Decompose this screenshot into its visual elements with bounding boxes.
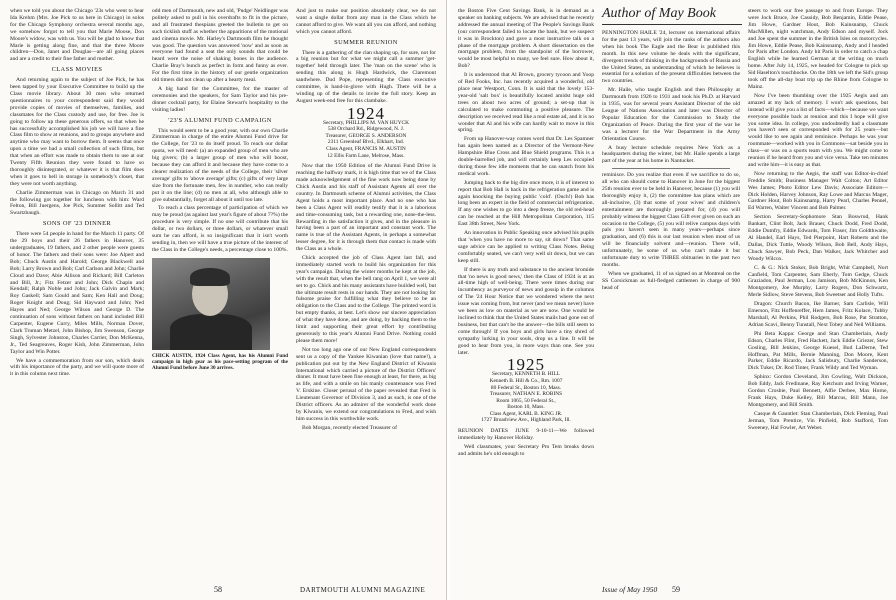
- treasurer-address-1925: Room 1065, 50 Federal St.,: [496, 397, 556, 404]
- treasurer-1925: Treasurer, NATHAN E. ROBINS: [489, 391, 563, 398]
- left-column-3: [296, 8, 436, 574]
- fund-drive-paragraph: Now that the 1950 Edition of the Alumni Fund Drive is reaching the halfway mark, it is high time that we of the Class made acknowledgement of the fine work now being done by Chick Austin and his staff of Assistant Agents all over the country. In Dartmouth scheme of Alumni activities, the Class Agent holds a most important place. And no one who has been a Class Agent will readily testify that it is a laborious and time-consuming task, but a rewarding one, none-the-less. Rewarding in the satisfaction it gives, and in the pleasure in having been a part of an important and constant work. The name is true of the Assistant Agents, in perhaps a somewhat lesser degree, for it is through them that contact is made with the Class as a whole.: [296, 163, 436, 253]
- sons-dinner-heading: SONS OF '23 DINNER: [42, 220, 112, 228]
- photo-suit: [170, 314, 252, 350]
- secretary-address2-1925: 80 Federal St., Boston 10, Mass.: [490, 384, 562, 391]
- page-number-left: 58: [214, 585, 222, 594]
- page-number-right: 59: [672, 585, 680, 594]
- right-column-2: [602, 30, 740, 574]
- secretary-address-1924: 538 Orchard Rd., Ridgewood, N. J.: [327, 126, 405, 133]
- dinner-paragraph: odd men of Dartmouth, new and old, 'Pudge' Neidlinger was politely asked to pull in his overdrafts to fit in the picture, and all frustrated thespians greeted the bulletin to get on such ticklish stuff as whether the apparitions of the motional and cinema movie. Mr. Harley's Dartmouth film he thought was good. The question was answered 'now' and as soon as everyone had found a seat the only sounds that could be heard were the noise of shaking bones in the audience. Charlie Bray's bunch as perfect in form and funny as ever. For the first time in the history of our gentle organization old timers did not clean up after a hearty meal.: [152, 8, 288, 84]
- agent-address-1924: 12 Ellis Farm Lane, Melrose, Mass.: [327, 152, 405, 159]
- section-divider: [612, 168, 730, 169]
- magazine-name: DARTMOUTH ALUMNI MAGAZINE: [300, 586, 426, 594]
- aegis-paragraph: Now I've been thumbing over the 1925 Aegis and am amazed at my lack of memory. I won't ask questions, but instead will give you a list of facts—which—because we want everyone possible back at reunion and this I hope will give you some idea. In college, you undoubtedly had a classmate you haven't seen or corresponded with for 25 years—but would like to see again and reminisce. Perhaps he was your roommate—worked with you in Commons—sat beside you in class—or was on a sports team with you. We might come to reunion if he heard from you and vice versa. Take ten minutes and write him—it is easy as that.: [748, 92, 888, 168]
- summer-reunion-heading: SUMMER REUNION: [334, 38, 398, 46]
- public-speaking-paragraph: An innovation in Public Speaking once advised his pupils that 'when you have no more to say, sit down!' That same sage advice can be applied to writing Class Notes. Being comfortably seated, we can't very well sit down, but we can keep still.: [458, 230, 594, 264]
- treasurer-address-1924: 2311 Greenleaf Blvd., Elkhart, Ind.: [327, 139, 405, 146]
- alumni-fund-heading: '23'S ALUMNI FUND CAMPAIGN: [168, 116, 272, 124]
- thanks-paragraph: A big hand for the Committee, for the master of ceremonies and the speakers, for Sam Taylor and his pre-dinner cocktail party, for Elaine Stewart's hospitality to the visiting ladies!: [152, 85, 288, 113]
- treasurer-1924: Treasurer, GEORGE S. ANDERSON: [325, 132, 407, 139]
- sons-dinner-paragraph: There were 54 people in hand for the March 11 party. Of the 29 boys and their 26 fathers in Hanover, 35 undergraduates, 19 fathers, and 2 other people were guests of honor. The fathers and their sons were: Joe Alpert and Bob; Chuck Austin and Harold; George Blackwell and Bob; Larry Brown and Bob; Carl Carlson and John; Charlie Cloud and Dave; Abie Allison and Richard; Bill Carleton and Bill, Jr.; Fitz Fetzer and John; Dick Chapin and Kendall; Ralph Noble and John; Jack Galvin and Mark; Roy Gaskell; Sam Gould and Sam; Ken Hall and Doug; Roger Knight and Doug; Sid Hayward and John; Ned Hayes and Ned; George Wilson and George D. The continuation of sons without fathers on hand included Bill Carpenter, Eugene Curry, Miles Mills, Norman Dover, Clark Truman Metzel, John Bishop, Jim Swenson, George Singh, Sylvester Johnston, Charles Carrier, Don McKenna, Jr., Ted Seagreaves, Roger Kish, John Zimmerman, John Taylor and Win Potter.: [10, 231, 144, 355]
- class-year-1925: 1925: [507, 355, 545, 375]
- summer-reunion-paragraph: There is a gathering of the clan shaping up, for sure, not for a big reunion but for what we might call a summer 'get-together' held through later. The 'man on the scene' who is sending this along is Hugh Hardwick, the Claremont sandwhere. Dud Pope, representing the Class executive committee, is hand-in-glove with Hugh. There will be a winding up of the details to invite the full story. Keep an August week-end free for this clambake.: [296, 49, 436, 104]
- sphinx-paragraph: Sphinx: Gordon Cleveland, Jim Cowling, Walt Dickson, Bob Eddy, Jack Fredinane, Ray Ketchum and Irving Warner, Gordon Crosbie, Paul Bennett, Alfie Derbee, Max Horne, Frank Hays, Duke Kelley, Bill Marcus, Bill Mann, Joe Montgomery, and Bill Smith.: [748, 374, 888, 408]
- europe-trip-paragraph: steers to work our free passage to and from Europe. They were Jock Bruce, Joe Cassidy, Bob Benjamin, Eddie Pease, Jim Howe, Gardner Hout, Bob Kainsnamp, Chuck MacMillen, night watchman, Andy Edson and myself. Jock and Joe spent the summer in the British Isles on motorcycles. Jim Howe, Eddie Pease, Bob Kainsnamp, Andy and I headed for Paris after London. Andy hit Paris in order to catch a chap English while he learned German at the writing on much home. After July 14, 1925, we headed for Cologne to pick up Sid Haselton's touchhocke. On the 18th we left the Sid's group took off the all-day boat trip up the Rhine from Cologne to Mainz.: [748, 8, 888, 90]
- left-column-2: [152, 8, 288, 574]
- secretary-1924: Secretary, PHILLIPS M. VAN HUYCK: [323, 119, 409, 126]
- treasurer-address2-1925: Boston 10, Mass.: [507, 404, 545, 411]
- alumni-fund-paragraph: This would seem to be a good year, with our own Charlie Zimmerman in charge of the entire Alumni Fund drive for the College, for '23 to do itself proud. To reach our dollar quota, we will need: (a) an expanded group of men who are big givers; (b) a larger group of men who will boost, because they can afford it and because they have come to a clearer realization of the needs of the College, their 'silver average' gifts to 'above average' gifts; (c) gifts of very large size from the fortunate men, few in number, who can really put it on the line; (d) no men at all, who although able to give substantially, forget all about it until too late.: [152, 127, 288, 203]
- agent-1925: Class Agent, KARL B. KING JR.: [489, 410, 563, 417]
- class-officers-1925: [458, 371, 594, 424]
- spamner-paragraph: From up Hanover-way comes word that Dr. Les Spamner has again been named as a Director of the Vermont-New Hampshire Blue Cross and Blue Shield programs. This is a double-barrelled job, and will certainly keep Les occupied during those few idle moments that he can snatch from his medical work.: [458, 136, 594, 177]
- issue-date: Issue of May 1950: [602, 585, 658, 594]
- haile-career-paragraph: Mr. Haile, who taught English and then Philosophy at Dartmouth from 1926 to 1931 and took his Ph.D. at Harvard in 1935, was for several years Assistant Director of the old League of Nations Association and later was Director of Popular Education for the Commission to Study the Organization of Peace. During the first year of the war he was a lecturer for the War Department in the Army Orientation Course.: [602, 87, 740, 142]
- left-column-1: [10, 8, 144, 574]
- fund-hope-paragraph: We have a commemoration from our son, which deals with his importance of the party, and we will quote more of it in this column next time.: [10, 357, 144, 378]
- reunion-dates: REUNION DATES JUNE 9-10-11—We followed immediately by Hanover Holiday.: [458, 428, 594, 441]
- author-headline: Author of May Book: [602, 6, 716, 21]
- right-page: [450, 0, 896, 600]
- right-column-1: [458, 8, 594, 574]
- cg-paragraph: C. & G.: Nick Stoker, Bob Bright, Whit Campbell, Nort Canfield, Tom Carpenter, Sam Eberly, Tom Gedge, Chuck Graziadon, Paul Jerman, Lou Jamison, Bob McKinnon, Ken Montgomery, Joe Murphy, Larry Rogers, Don Schwartz, Merle Sidlow, Steve Stevens, Bob Sweetser and Holly Tufts.: [748, 264, 888, 299]
- casque-gauntlet-paragraph: Casque & Gauntlet: Stan Chamberlain, Dick Fleming, Paul Jerman, Tom Prentice, Vin Pinfield, Bob Stafford, Tom Sweeney, Hal Fowler, Art Weber.: [748, 410, 888, 431]
- secretary-address-1925: Kenneth B. Hill & Co., Rm. 1007: [489, 377, 563, 384]
- position-paragraph: And just to make our position absolutely clear, we do not want a single dollar from any man in the Class which he cannot afford to give. We want all you can afford, and nothing which you cannot afford.: [296, 8, 436, 35]
- secretary-pro-tem-paragraph: Well classmates, your Secretary Pro Tem breaks down and admits he's old enough to: [458, 443, 594, 457]
- class-officers-1924: [296, 120, 436, 160]
- agent-1924: Class Agent, FRANCIS M. AUSTIN: [326, 146, 406, 153]
- right-column-3: [748, 8, 888, 574]
- dragon-paragraph: Dragon: Church Bacon, Ike Barner, Sam Carlisle, Will Emerson, Fitz Hoffenreffer, Hem James, Fritz Kolace, Tubby Marshall, Al Perkins, Phil Rodgers, Bob Rose, Pat Stratton, Adrian Scavi, Benny Tunstall, Next Tobey and Neil Williams.: [748, 301, 888, 328]
- phi-beta-kappa-paragraph: Phi Beta Kappa: George and Stan Chamberlain, Andy Edson, Charles Flint, Fred Hackett, Jack Eddie Griezer, Stew Gosling, Bill Jenkins, George Kuesel, Bud LaDerne, Ted Hoffman, Pat Mills, Bernie Manning, Don Moore, Kent Parker, Eddie Ricardo, Jack Salisbury, Charlie Sanderson, Dick Tuker, Dr. Rod Tinter, Frank Wildy and Ted Wyman.: [748, 330, 888, 372]
- bob-hall-paragraph: Jumping back to the big dire once more, it is of interest to report that Bob Hall is back in the refrigeration game and is again knocking the buying public 'cold'. (Ouch!) Bob has long been an expert in the field of commercial refrigeration. If any one wishes to go into a deep freeze, the old red-head can be reached at the Hill Metropolitan Corporation, 115 East 38th Street, New York.: [458, 179, 594, 228]
- class-movies-heading: CLASS MOVIES: [51, 66, 103, 74]
- section-secretary-paragraph: Section Secretary-Sophomore Stan Boswrud, Hank Bankart, Clint Bolt, Jack Brauer, Chuck Dodd, Fred Dodd, Eddie Dumfry, Eddie Edwards, Tom Fraser, Jim Goldthwaite, Al Handel, Earl Hays, Ted Pierpoint, Hart Roberts and the Dallas, Dick Tuttle, Woody Wilson, Bob Bell, Andy Hays, Chuck Sawyer, Bob Peck, Dan Walker, Jack Whitcher and Woody Wilcox.: [748, 214, 888, 262]
- chick-austin-photo: [152, 258, 270, 350]
- class-agent-paragraph: Chick accepted the job of Class Agent last fall, and immediately started work to build his organization for this year's campaign. During the winter months he kept at the job, with the result that, when the bell rang on April 1, we were all set to go. Chick and his many assistants have builded well, but the ultimate result rests in our hands. They are not looking for fulsome praise for fulfilling what they believe to be an obligation to the Class and to the College. The printed word is but empty thanks, at best. Let's show our sincere appreciation of what they have done, and are doing, by backing them to the limit and supporting their great effort by contributing generously to this year's Alumni Fund Drive. Nothing could please them more!: [296, 255, 436, 344]
- haile-paragraph: PENNINGTON HAILE '24, lecturer on international affairs for the past 13 years, will join the ranks of the authors also when his book The Eagle and the Bear is published this month. In this new volume he deals with the significant, divergent trends of thinking in the backgrounds of Russia and the United States, an understanding of which he believes is essential for a solution of the present difficulties between the two countries.: [602, 30, 740, 85]
- class-year-1924: 1924: [347, 103, 385, 123]
- al-brown-paragraph: It is understood that Al Brown, grocery tycoon and Yoop of Red Fooks, Inc. has recently acquired a wonderful, old place near Westport, Conn. It is said that the lovely 153-year-old 'salt box' is beautifully located amidst huge old trees on about two acres of ground; a set-up that is calculated to make commuting a positive pleasure. The description we received read like a real estate ad, and it is no wonder that Al and his wife can hardly wait to move in this spring.: [458, 72, 594, 134]
- haile-lecture-paragraph: A busy lecture schedule requires New York as a headquarters during the winter, but Mr. Haile spends a large part of the year at his home in Nantucket.: [602, 144, 740, 165]
- reminisce-paragraph: reminisce. Do you realize that even if we sacrifice to do so, all who can should come to Hanover in June for the biggest 25th reunion ever to be held in Hanover, because (1) you will thoroughly enjoy it, (2) the committee has plans which are all-inclusive, (3) that some of your wives' and children's entertainment are thoroughly prepared for, (4) you will probably witness the biggest Class Gift ever given on such an occasion to the College, (5) you will relive campus days with pals you haven't seen in many years—perhaps since graduation, and (6) this is our last reunion when most of us will be financially solvent and—reunion. There will, unfortunately, be some of us who can't make it but unfortunate duty to write THREE obituaries in the past two months.: [602, 172, 740, 268]
- left-page: [0, 0, 447, 600]
- intro-paragraph: when we told you about the Chicago '23s who went to hear Ida Krehm (Mrs. Joe Pick to us here in Chicago) in solos for the Chicago Symphony orchestra several months ago, we somehow forgot to tell you that Marie Moose, Don Moore's widow, was with us. You will be glad to know that Marie is getting along fine, and that the three Moore children—Don, Janet and Douglas—are all going places and are a credit to their fine father and mother.: [10, 8, 144, 63]
- chicago-paragraph: Charlie Zimmerman was in Chicago on March 31 and the following got together for luncheon with him: Ward Felton, Bill Juergens, Joe Pick, Summer Sollitt and Ted Swartzbaugh.: [10, 189, 144, 217]
- headline-rule: [602, 24, 742, 25]
- no-news-paragraph: If there is any truth and substance to the ancient bromide that 'no news is good news,' then the Class of 1924 is at an all-time high of well-being. There were times during our incumbency as purveyor of news and gossip in the columns of The '24 Hour Notice that we wondered where the next issue was coming from, but never (and we mean never) have we been as low on material as we are now. One would be inclined to think that the United States mails had gone out of business, but that can't be the answer—the bills still seem to come through! If you boys and girls have a tiny shred of sympathy lurking in your souls, drop us a line. It will be good to hear from you, in more ways than one. See you later.: [458, 266, 594, 356]
- secretary-1925: Secretary, KENNETH B. HILL: [491, 371, 561, 378]
- photo-hair: [190, 268, 230, 286]
- kiwanis-paragraph: Not too long ago one of our New England correspondents sent us a copy of the Yankee Kiwanian (love that name!), a publication put out by the New England District of Kiwanis International which carried a picture of the District Officers' dinner. It must have been fine enough at least, for there, as big as life, and with a smile on his manly countenance was Fred V. Erskine. Closer perusal of the paper revealed that Fred is Lieutenant Governor of Division 3, and as such, is one of the District officers. As an admirer of the wonderful work done by Kiwanis, we extend our congratulations to Fred, and wish him success in this worthwhile work.: [296, 346, 436, 422]
- morgan-paragraph: Bob Morgan, recently elected Treasurer of: [302, 424, 397, 431]
- photo-caption: CHICK AUSTIN, 1924 Class Agent, has his Alumni Fund campaign in high gear as his pace-setting program of the Alumni Fund before June 30 arrives.: [152, 352, 288, 372]
- agent-address-1925: 1727 Broadview Ave., Highland Park, Ill.: [481, 417, 571, 424]
- class-movies-paragraph: And returning again to the subject of Joe Pick, he has been tapped by your Executive Committee to build up the Class movie library. About 30 men who returned questionnaires to your correspondent said they would provide copies of movies of themselves, families, and classmates for the Class custody and use, for free. Joe is going to follow up these generous offers, so that when he has successfully accomplished his job we will have a fine Class film to show at reunions, and to groups anywhere and anytime who may want to borrow them. It seems that once upon a time we had a small collection of such films, but that when an effort was made to obtain them to use at our Twenty Fifth Reunion they were found to have so thoroughly disintegrated, or whatever it is that film does when it goes to hell in storage in somebody's closet, that they were not worth anything.: [10, 77, 144, 187]
- bank-paragraph: the Boston Five Cent Savings Bank, is in demand as a speaker on banking subjects. We are advised that he recently addressed the annual meeting of The People's Savings Bank (our correspondent failed to locate the bank, but we suspect it was in Brockton) and gave a most instructive talk on a phase of the mortgage problem. A short dissertation on the mortgage problem, from the standpoint of the borrower, would be most helpful to many, we feel sure. How about it, Bob?: [458, 8, 594, 70]
- aegis-staff-paragraph: Now returning to the Aegis, the staff was Editor-in-chief Freddie Smith; Business Manager Walt Colton; Art Editor Wes James; Photo Editor Lew Davis; Associate Editors—Dick Holden, Harvey Johnson, Ray Lowe and Marcus Mager, Gardner Hout, Bob Kainsnamp, Harry Pearl, Charles Pennel, Ed Warren, Walter Vincent and Bob Palmer.: [748, 170, 888, 212]
- montreal-paragraph: When we graduated, 11 of us signed on at Montreal on the SS Corsickman as full-fledged cattlemen in charge of 900 head of: [602, 270, 740, 291]
- alumni-fund-paragraph-2: To reach a class percentage of participation of which we may be proud (as against last year's figure of about 7?%) the procedure is very simple. If no one will contribute that his dollar, or two dollars, or three dollars, or whatever small sum he can afford, is so insignificant that it isn't worth sending in, then we will have a true picture of the interest of the Class in the College's needs, a percentage close to 100%.: [152, 205, 288, 253]
